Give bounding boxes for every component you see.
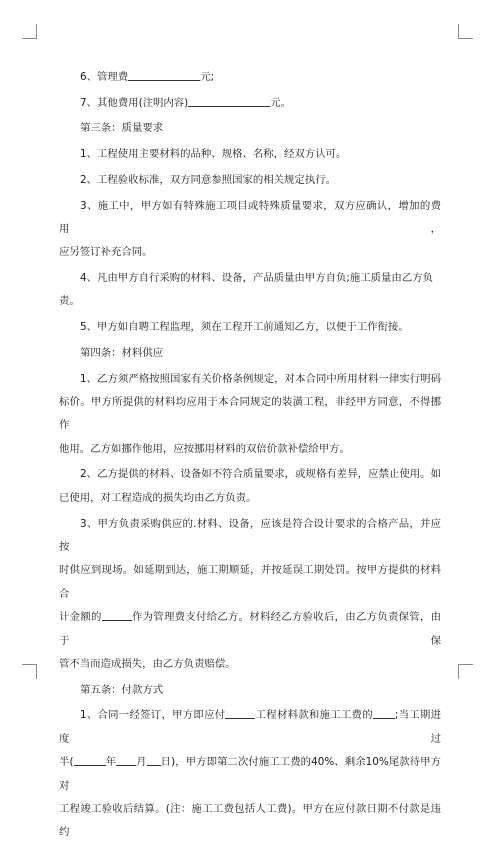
fee-item-6 <box>59 66 441 89</box>
material-clause-2-line-2: 已使用，对工程造成的损失均由乙方负责。 <box>59 491 257 504</box>
clause-text: 作为管理费支付给乙方。材料经乙方验收后，由乙方负责保管，由于保 <box>59 611 442 647</box>
payment-clause-1-line-2 <box>59 751 441 798</box>
quality-clause-1: 1、工程使用主要材料的品种、规格、名称，经双方认可。 <box>80 148 347 161</box>
clause-text: ;当工期进度过 <box>59 709 441 745</box>
quality-clause-2: 2、工程验收标准，双方同意参照国家的相关规定执行。 <box>80 173 336 186</box>
section-heading-3: 第三条：质量要求 <box>80 122 164 135</box>
material-clause-3-line-3 <box>59 606 441 653</box>
clause-text: 1、合同一经签订，甲方即应付 <box>80 709 226 722</box>
quality-clause-3-line-1: 3、施工中，甲方如有特殊施工项目或特殊质量要求，双方应确认，增加的费用， <box>59 199 441 235</box>
blank-field <box>128 68 200 81</box>
blank-field <box>116 753 136 766</box>
crop-mark-top-left <box>22 24 37 39</box>
fee-item-6-label: 6、管理费 <box>80 71 129 83</box>
fee-item-7 <box>59 92 441 115</box>
section-heading-4: 第四条：材料供应 <box>80 346 164 359</box>
blank-field <box>74 753 106 766</box>
material-clause-1-line-2: 标价。甲方所提供的材料均应用于本合同规定的装潢工程，非经甲方同意，不得挪作 <box>59 395 441 432</box>
fee-item-7-unit: 元。 <box>270 96 292 109</box>
clause-text: 半( <box>59 756 74 769</box>
material-clause-3-line-4: 管不当而造成损失，由乙方负责赔偿。 <box>59 658 236 671</box>
clause-text: 年 <box>105 756 117 769</box>
blank-field <box>147 753 161 766</box>
crop-mark-top-right <box>458 24 473 39</box>
clause-text: 工程材料款和施工工费的 <box>255 709 373 722</box>
quality-clause-4: 4、凡由甲方自行采购的材料、设备，产品质量由甲方自负;施工质量由乙方负责。 <box>59 272 433 308</box>
crop-mark-bottom-left <box>22 664 37 679</box>
payment-clause-1-line-3: 工程竣工验收后结算。(注：施工工费包括人工费)。甲方在应付款日期不付款是违约 <box>59 803 441 839</box>
document-body <box>59 66 441 845</box>
blank-field <box>188 94 270 107</box>
blank-field <box>225 706 255 719</box>
payment-clause-1-line-1 <box>59 704 441 751</box>
fee-item-7-label: 7、其他费用(注明内容) <box>80 96 189 109</box>
quality-clause-3-line-2: 应另签订补充合同。 <box>59 246 153 259</box>
blank-field <box>373 706 395 719</box>
crop-mark-bottom-right <box>458 664 473 679</box>
clause-text: 日)，甲方即第二次付施工工费的40%、剩余10%尾款待甲方对 <box>59 756 442 792</box>
clause-text: 计金额的 <box>59 611 102 624</box>
material-clause-1-line-3: 他用。乙方如挪作他用，应按挪用材料的双倍价款补偿给甲方。 <box>59 442 350 455</box>
fee-item-6-unit: 元; <box>200 71 215 83</box>
material-clause-2-line-1: 2、乙方提供的材料、设备如不符合质量要求，或规格有差异，应禁止使用。如 <box>80 468 441 481</box>
material-clause-3-line-2: 时供应到现场。如延期到达，施工期顺延，并按延误工期处罚。按甲方提供的材料合 <box>59 564 441 600</box>
material-clause-3-line-1: 3、甲方负责采购供应的.材料、设备，应该是符合设计要求的合格产品，并应按 <box>59 517 441 553</box>
clause-text: 月 <box>136 756 147 769</box>
section-heading-5: 第五条：付款方式 <box>80 683 164 696</box>
material-clause-1-line-1: 1、乙方须严格按照国家有关价格条例规定，对本合同中所用材料一律实行明码 <box>80 372 441 385</box>
quality-clause-5: 5、甲方如自聘工程监理，须在工程开工前通知乙方，以便于工作衔接。 <box>80 321 409 334</box>
blank-field <box>102 608 132 621</box>
